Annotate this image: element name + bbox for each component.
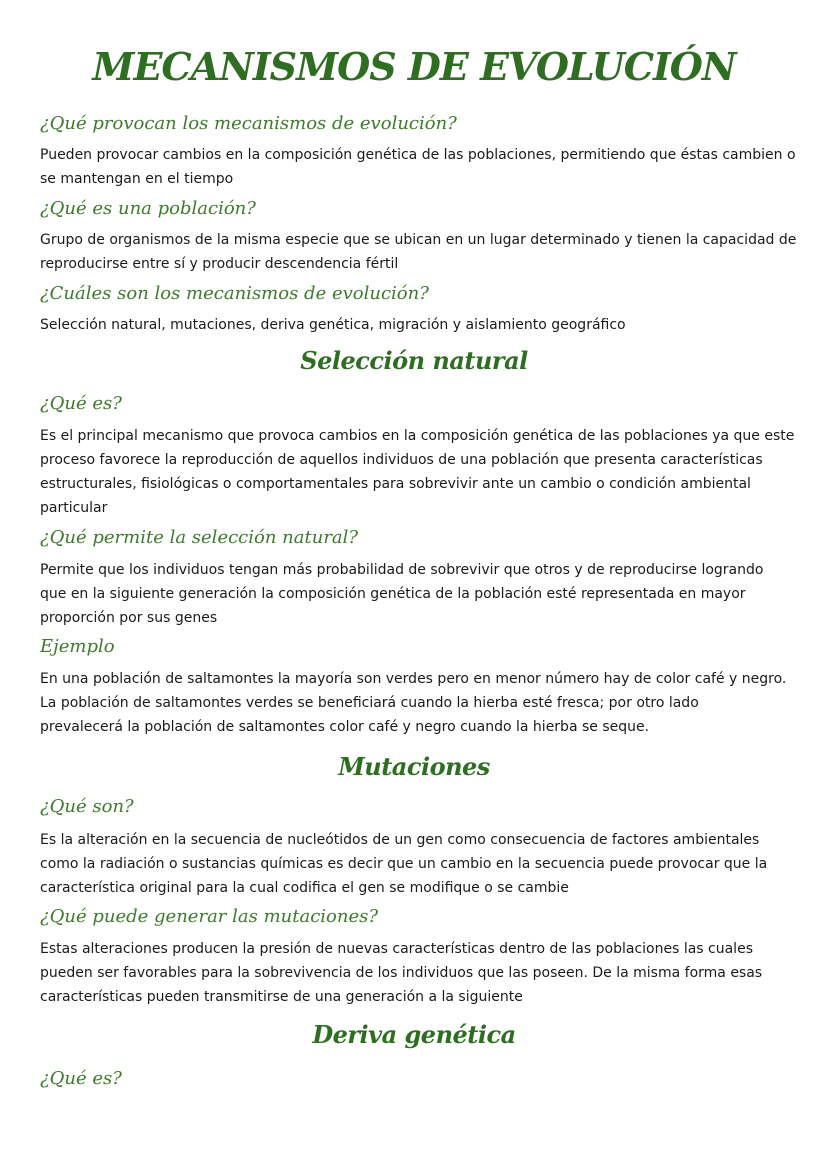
question-deriva-what-is: ¿Qué es? xyxy=(40,1068,122,1089)
paragraph-line: característica original para la cual codifica el gen se modifique o se cambie xyxy=(40,880,569,896)
paragraph-line: prevalecerá la población de saltamontes color café y negro cuando la hierba se seque. xyxy=(40,719,650,735)
answer-which-mechanisms xyxy=(40,313,790,337)
paragraph-line: que en la siguiente generación la composición genética de la población esté representada en mayor xyxy=(40,586,746,602)
paragraph-line: Grupo de organismos de la misma especie que se ubican en un lugar determinado y tienen la capacidad de xyxy=(40,232,797,248)
question-which-mechanisms: ¿Cuáles son los mecanismos de evolución? xyxy=(40,283,429,304)
question-what-is-population: ¿Qué es una población? xyxy=(40,198,256,219)
paragraph-line: particular xyxy=(40,500,108,516)
section-heading-seleccion-natural: Selección natural xyxy=(300,346,528,375)
paragraph-line: En una población de saltamontes la mayoría son verdes pero en menor número hay de color café y negro. xyxy=(40,671,787,687)
answer-example xyxy=(40,667,790,739)
question-mutaciones-what-are: ¿Qué son? xyxy=(40,796,134,817)
question-mutaciones-generate: ¿Qué puede generar las mutaciones? xyxy=(40,906,379,927)
paragraph-line: Es la alteración en la secuencia de nucleótidos de un gen como consecuencia de factores ambientales xyxy=(40,832,760,848)
answer-mutaciones-generate xyxy=(40,937,790,1009)
paragraph-line: estructurales, fisiológicas o comportamentales para sobrevivir ante un cambio o condición ambiental xyxy=(40,476,751,492)
answer-seleccion-what-is xyxy=(40,424,795,520)
paragraph-line: como la radiación o sustancias químicas es decir que un cambio en la secuencia puede provocar que la xyxy=(40,856,768,872)
answer-mutaciones-what-are xyxy=(40,828,790,900)
paragraph-line: proceso favorece la reproducción de aquellos individuos de una población que presenta características xyxy=(40,452,763,468)
question-seleccion-permits: ¿Qué permite la selección natural? xyxy=(40,527,359,548)
paragraph-line: proporción por sus genes xyxy=(40,610,218,626)
question-seleccion-what-is: ¿Qué es? xyxy=(40,393,122,414)
answer-what-mechanisms-cause xyxy=(40,143,796,191)
paragraph-line: pueden ser favorables para la sobrevivencia de los individuos que las poseen. De la misma forma esas xyxy=(40,965,763,981)
question-what-mechanisms-cause: ¿Qué provocan los mecanismos de evolución? xyxy=(40,113,457,134)
paragraph-line: Estas alteraciones producen la presión de nuevas características dentro de las poblaciones las cuales xyxy=(40,941,753,957)
paragraph-line: características pueden transmitirse de una generación a la siguiente xyxy=(40,989,523,1005)
answer-seleccion-permits xyxy=(40,558,790,630)
paragraph-line: reproducirse entre sí y producir descendencia fértil xyxy=(40,256,399,272)
paragraph-line: Selección natural, mutaciones, deriva genética, migración y aislamiento geográfico xyxy=(40,317,626,333)
paragraph-line: La población de saltamontes verdes se beneficiará cuando la hierba esté fresca; por otro lado xyxy=(40,695,699,711)
page-title: MECANISMOS DE EVOLUCIÓN xyxy=(92,44,736,89)
section-heading-deriva-genetica: Deriva genética xyxy=(312,1020,516,1049)
question-example: Ejemplo xyxy=(40,636,115,657)
paragraph-line: Permite que los individuos tengan más probabilidad de sobrevivir que otros y de reproducirse logrando xyxy=(40,562,764,578)
paragraph-line: Es el principal mecanismo que provoca cambios en la composición genética de las poblaciones ya que este xyxy=(40,428,795,444)
paragraph-line: se mantengan en el tiempo xyxy=(40,171,234,187)
paragraph-line: Pueden provocar cambios en la composición genética de las poblaciones, permitiendo que éstas cambien o xyxy=(40,147,796,163)
section-heading-mutaciones: Mutaciones xyxy=(338,752,490,781)
answer-what-is-population xyxy=(40,228,797,276)
